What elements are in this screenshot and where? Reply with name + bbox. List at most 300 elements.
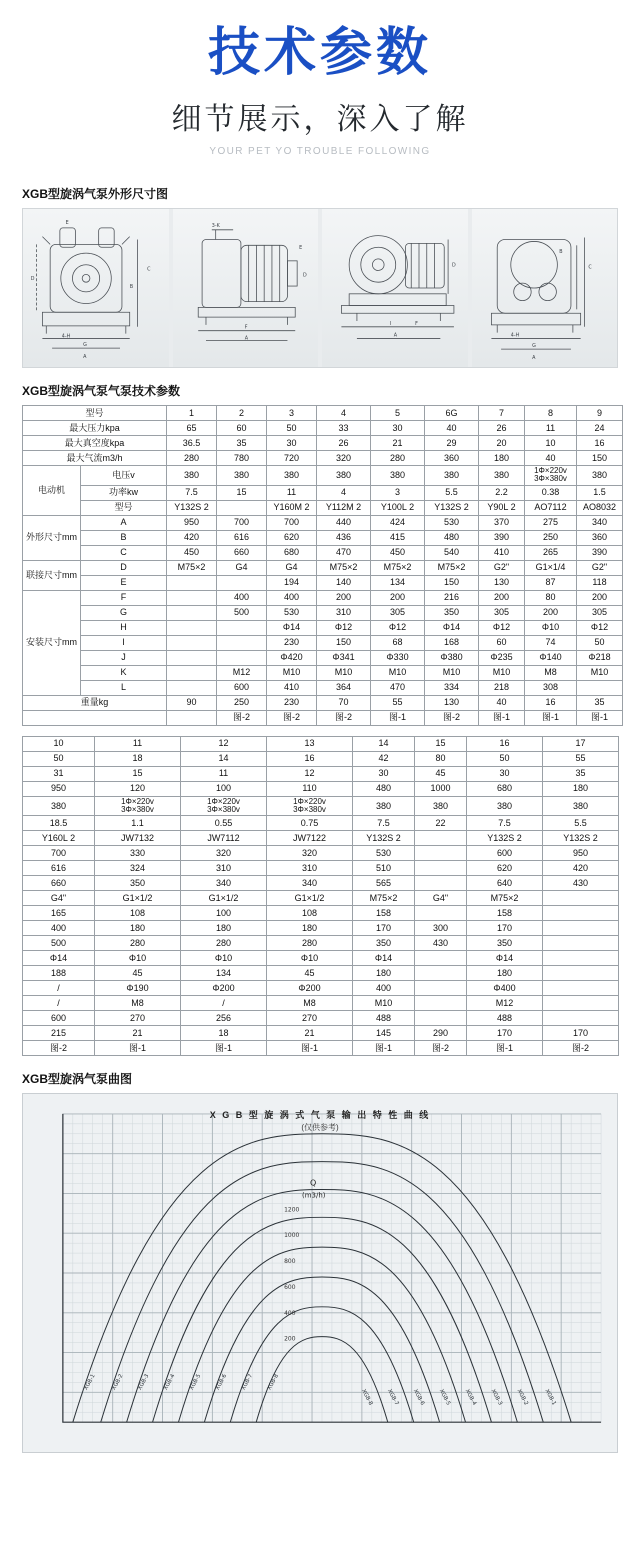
- table-cell: Φ341: [317, 650, 371, 665]
- table-cell: 350: [425, 605, 479, 620]
- drawing-front-view: [23, 209, 169, 367]
- table-cell: 7: [479, 405, 525, 420]
- table-cell: 图-2: [267, 710, 317, 725]
- table-cell: 530: [425, 515, 479, 530]
- table-cell: 14: [353, 736, 415, 751]
- table-cell: 250: [525, 530, 577, 545]
- svg-text:XGB-6: XGB-6: [411, 1388, 426, 1407]
- table-cell: 21: [95, 1026, 181, 1041]
- table-cell: 134: [371, 575, 425, 590]
- table-cell: 12: [181, 736, 267, 751]
- table-cell: 380: [415, 796, 467, 816]
- table-cell: 16: [467, 736, 543, 751]
- table-cell: [167, 650, 217, 665]
- section-title-tech-params: XGB型旋涡气泵气泵技术参数: [22, 383, 181, 398]
- table-cell: 410: [267, 680, 317, 695]
- row-label: F: [81, 590, 167, 605]
- table-cell: 9: [577, 405, 623, 420]
- table-row: [23, 876, 619, 891]
- table-cell: M75×2: [467, 891, 543, 906]
- table-cell: AO7112: [525, 500, 577, 515]
- table-cell: 1Φ×220v 3Φ×380v: [525, 465, 577, 485]
- table-cell: [167, 575, 217, 590]
- table-cell: 180: [181, 921, 267, 936]
- table-cell: 265: [525, 545, 577, 560]
- table-cell: Y132S 2: [167, 500, 217, 515]
- table-cell: M8: [267, 996, 353, 1011]
- table-cell: M12: [217, 665, 267, 680]
- table-cell: 18: [181, 1026, 267, 1041]
- svg-text:XGB-1: XGB-1: [543, 1388, 557, 1407]
- table-cell: 188: [23, 966, 95, 981]
- table-cell: 24: [577, 420, 623, 435]
- table-cell: 1.5: [577, 485, 623, 500]
- table-cell: [415, 966, 467, 981]
- svg-text:XGB-3: XGB-3: [137, 1373, 151, 1392]
- table-cell: G2": [479, 560, 525, 575]
- table-cell: 330: [95, 846, 181, 861]
- table-cell: 308: [525, 680, 577, 695]
- table-cell: 280: [267, 936, 353, 951]
- table-cell: 6G: [425, 405, 479, 420]
- table-cell: 29: [425, 435, 479, 450]
- table-cell: 图-1: [577, 710, 623, 725]
- table-cell: 170: [543, 1026, 619, 1041]
- table-cell: 500: [23, 936, 95, 951]
- row-label: B: [81, 530, 167, 545]
- table-cell: 400: [353, 981, 415, 996]
- table-cell: 5.5: [425, 485, 479, 500]
- table-cell: 400: [23, 921, 95, 936]
- table-cell: [217, 650, 267, 665]
- table-cell: 150: [317, 635, 371, 650]
- table-cell: 420: [167, 530, 217, 545]
- row-label: L: [81, 680, 167, 695]
- table-cell: [415, 951, 467, 966]
- table-cell: Φ10: [525, 620, 577, 635]
- table-cell: 11: [267, 485, 317, 500]
- table-cell: 470: [371, 680, 425, 695]
- table-row: [23, 710, 623, 725]
- table-cell: 500: [217, 605, 267, 620]
- table-cell: 120: [95, 781, 181, 796]
- row-label: 最大真空度kpa: [23, 435, 167, 450]
- table-row: [23, 996, 619, 1011]
- table-cell: M75×2: [167, 560, 217, 575]
- table-cell: 0.38: [525, 485, 577, 500]
- table-cell: [415, 876, 467, 891]
- table-cell: 35: [217, 435, 267, 450]
- table-cell: 180: [353, 966, 415, 981]
- table-cell: 424: [371, 515, 425, 530]
- row-label: J: [81, 650, 167, 665]
- table-cell: 170: [467, 921, 543, 936]
- table-row: [23, 450, 623, 465]
- table-cell: 380: [267, 465, 317, 485]
- table-cell: [167, 665, 217, 680]
- table-cell: 250: [217, 695, 267, 710]
- row-label: [23, 710, 167, 725]
- table-cell: 20: [479, 435, 525, 450]
- svg-text:F: F: [415, 320, 418, 327]
- table-cell: 10: [23, 736, 95, 751]
- table-row: [23, 575, 623, 590]
- table-cell: 270: [95, 1011, 181, 1026]
- table-row: [23, 650, 623, 665]
- table-cell: [415, 996, 467, 1011]
- table-row: [23, 831, 619, 846]
- table-cell: 图-1: [267, 1041, 353, 1056]
- table-cell: 图-1: [525, 710, 577, 725]
- table-cell: 168: [425, 635, 479, 650]
- table-cell: 35: [577, 695, 623, 710]
- table-cell: 380: [577, 465, 623, 485]
- table-cell: 280: [181, 936, 267, 951]
- table-cell: 700: [267, 515, 317, 530]
- table-cell: 305: [577, 605, 623, 620]
- table-cell: 194: [267, 575, 317, 590]
- table-cell: 65: [167, 420, 217, 435]
- table-cell: 660: [23, 876, 95, 891]
- table-cell: 图-2: [543, 1041, 619, 1056]
- table-cell: Φ140: [525, 650, 577, 665]
- table-cell: Y160L 2: [23, 831, 95, 846]
- table-cell: 33: [317, 420, 371, 435]
- svg-text:XGB-1: XGB-1: [83, 1373, 97, 1392]
- table-cell: Φ14: [425, 620, 479, 635]
- table-cell: 1: [167, 405, 217, 420]
- table-cell: 0.75: [267, 816, 353, 831]
- table-cell: Y160M 2: [267, 500, 317, 515]
- table-cell: 1000: [415, 781, 467, 796]
- table-cell: 11: [525, 420, 577, 435]
- table-cell: Φ400: [467, 981, 543, 996]
- table-cell: 150: [577, 450, 623, 465]
- table-cell: [415, 906, 467, 921]
- svg-text:XGB-6: XGB-6: [214, 1373, 229, 1392]
- table-cell: 950: [23, 781, 95, 796]
- table-cell: 17: [543, 736, 619, 751]
- row-label: 功率kw: [81, 485, 167, 500]
- table-cell: 70: [317, 695, 371, 710]
- table-cell: 16: [525, 695, 577, 710]
- table-cell: 340: [577, 515, 623, 530]
- table-row: [23, 605, 623, 620]
- svg-text:XGB-2: XGB-2: [515, 1388, 529, 1407]
- table-row: [23, 500, 623, 515]
- table-cell: 390: [577, 545, 623, 560]
- table-cell: [543, 891, 619, 906]
- table-cell: G1×1/2: [181, 891, 267, 906]
- table-row: [23, 560, 623, 575]
- table-row: [23, 545, 623, 560]
- table-cell: 230: [267, 695, 317, 710]
- table-cell: 410: [479, 545, 525, 560]
- table-cell: 7.5: [353, 816, 415, 831]
- drawing-side-view: [173, 209, 319, 367]
- table-cell: 图-2: [317, 710, 371, 725]
- table-row: [23, 766, 619, 781]
- table-cell: 350: [467, 936, 543, 951]
- table-cell: 130: [425, 695, 479, 710]
- row-label: 型号: [23, 405, 167, 420]
- table-row: [23, 485, 623, 500]
- table-cell: 620: [467, 861, 543, 876]
- svg-text:4-H: 4-H: [61, 333, 71, 340]
- table-cell: 4: [317, 405, 371, 420]
- table-cell: 230: [267, 635, 317, 650]
- table-cell: 180: [479, 450, 525, 465]
- table-cell: 0.55: [181, 816, 267, 831]
- table-cell: [217, 575, 267, 590]
- row-label: 型号: [81, 500, 167, 515]
- table-cell: M10: [479, 665, 525, 680]
- dimension-drawing-band: [22, 208, 618, 368]
- table-cell: [543, 936, 619, 951]
- table-cell: /: [181, 996, 267, 1011]
- table-cell: 275: [525, 515, 577, 530]
- table-cell: Φ14: [467, 951, 543, 966]
- svg-text:E: E: [298, 244, 302, 251]
- svg-text:XGB-5: XGB-5: [188, 1373, 203, 1392]
- table-cell: 150: [425, 575, 479, 590]
- table-cell: 380: [23, 796, 95, 816]
- table-cell: Y132S 2: [425, 500, 479, 515]
- svg-text:F: F: [244, 324, 248, 331]
- table-cell: 1Φ×220v 3Φ×380v: [181, 796, 267, 816]
- svg-text:XGB-3: XGB-3: [489, 1388, 504, 1407]
- table-cell: 图-1: [181, 1041, 267, 1056]
- table-cell: 118: [577, 575, 623, 590]
- table-cell: 600: [217, 680, 267, 695]
- svg-text:(m3/h): (m3/h): [302, 1191, 326, 1200]
- table-cell: 310: [267, 861, 353, 876]
- table-cell: 87: [525, 575, 577, 590]
- svg-text:C: C: [587, 264, 592, 271]
- table-cell: 400: [267, 590, 317, 605]
- svg-text:3-K: 3-K: [211, 222, 220, 229]
- svg-text:A: A: [393, 332, 398, 339]
- table-cell: 45: [415, 766, 467, 781]
- table-cell: Φ330: [371, 650, 425, 665]
- table-cell: 480: [353, 781, 415, 796]
- table-cell: 200: [371, 590, 425, 605]
- table-row: [23, 1041, 619, 1056]
- table-cell: Y100L 2: [371, 500, 425, 515]
- table-row: [23, 861, 619, 876]
- table-cell: [543, 966, 619, 981]
- table-cell: 图-2: [425, 710, 479, 725]
- table-cell: 18.5: [23, 816, 95, 831]
- svg-text:XGB-2: XGB-2: [111, 1373, 125, 1392]
- table-row: [23, 891, 619, 906]
- table-cell: 200: [317, 590, 371, 605]
- table-cell: 36.5: [167, 435, 217, 450]
- table-cell: 480: [425, 530, 479, 545]
- table-row: [23, 695, 623, 710]
- table-cell: 415: [371, 530, 425, 545]
- table-cell: 4: [317, 485, 371, 500]
- table-cell: [543, 951, 619, 966]
- table-cell: 145: [353, 1026, 415, 1041]
- table-cell: 530: [353, 846, 415, 861]
- table-cell: 30: [353, 766, 415, 781]
- table-cell: 图-1: [479, 710, 525, 725]
- table-cell: G4": [23, 891, 95, 906]
- chart-title: X G B 型 旋 涡 式 气 泵 输 出 特 性 曲 线: [209, 1110, 431, 1121]
- table-cell: 290: [415, 1026, 467, 1041]
- table-cell: 324: [95, 861, 181, 876]
- table-cell: [543, 996, 619, 1011]
- table-cell: M10: [317, 665, 371, 680]
- table-cell: 950: [543, 846, 619, 861]
- table-cell: 8: [525, 405, 577, 420]
- table-cell: Φ235: [479, 650, 525, 665]
- table-cell: 15: [95, 766, 181, 781]
- table-row: [23, 590, 623, 605]
- svg-text:XGB-8: XGB-8: [360, 1388, 374, 1407]
- table-cell: [167, 680, 217, 695]
- svg-text:A: A: [244, 335, 248, 342]
- table-cell: 1.1: [95, 816, 181, 831]
- table-row: [23, 981, 619, 996]
- table-cell: 15: [415, 736, 467, 751]
- table-cell: 950: [167, 515, 217, 530]
- table-cell: 14: [181, 751, 267, 766]
- table-cell: 320: [267, 846, 353, 861]
- table-cell: AO8032: [577, 500, 623, 515]
- page-title: 技术参数: [207, 24, 432, 82]
- table-cell: 565: [353, 876, 415, 891]
- table-cell: 280: [95, 936, 181, 951]
- table-cell: 74: [525, 635, 577, 650]
- svg-text:D: D: [451, 262, 456, 269]
- table-cell: 图-2: [23, 1041, 95, 1056]
- svg-text:XGB-8: XGB-8: [266, 1373, 281, 1392]
- table-cell: [543, 906, 619, 921]
- table-cell: 180: [267, 921, 353, 936]
- table-cell: 180: [95, 921, 181, 936]
- section-title-dimension-drawing: XGB型旋涡气泵外形尺寸图: [22, 186, 169, 201]
- table-cell: 470: [317, 545, 371, 560]
- table-cell: M10: [577, 665, 623, 680]
- table-cell: M10: [353, 996, 415, 1011]
- table-cell: 200: [525, 605, 577, 620]
- svg-text:XGB-4: XGB-4: [463, 1388, 478, 1407]
- table-row: [23, 966, 619, 981]
- row-label: A: [81, 515, 167, 530]
- table-cell: 13: [267, 736, 353, 751]
- hero-banner: [0, 0, 640, 171]
- row-group-label: 安装尺寸mm: [23, 590, 81, 695]
- table-cell: 310: [317, 605, 371, 620]
- table-cell: 16: [267, 751, 353, 766]
- row-label: 最大压力kpa: [23, 420, 167, 435]
- drawing-assembly-view: [322, 209, 468, 367]
- table-cell: [415, 1011, 467, 1026]
- table-cell: 380: [167, 465, 217, 485]
- table-cell: 12: [267, 766, 353, 781]
- svg-text:600: 600: [284, 1284, 296, 1292]
- table-row: [23, 951, 619, 966]
- table-cell: [217, 620, 267, 635]
- table-cell: 1Φ×220v 3Φ×380v: [267, 796, 353, 816]
- table-cell: 450: [167, 545, 217, 560]
- svg-text:A: A: [83, 353, 87, 360]
- tech-params-table-2: [22, 736, 619, 1057]
- row-group-label: 外形尺寸mm: [23, 515, 81, 560]
- table-cell: 11: [95, 736, 181, 751]
- table-cell: 640: [467, 876, 543, 891]
- table-cell: 380: [217, 465, 267, 485]
- table-cell: Φ12: [577, 620, 623, 635]
- table-cell: 616: [23, 861, 95, 876]
- svg-text:I: I: [389, 320, 392, 327]
- table-cell: 218: [479, 680, 525, 695]
- table-cell: 334: [425, 680, 479, 695]
- table-cell: G1×1/4: [525, 560, 577, 575]
- table-cell: [415, 981, 467, 996]
- row-label: E: [81, 575, 167, 590]
- table-cell: 5.5: [543, 816, 619, 831]
- svg-text:C: C: [147, 266, 151, 273]
- table-cell: 7.5: [167, 485, 217, 500]
- table-cell: 380: [317, 465, 371, 485]
- table-cell: 510: [353, 861, 415, 876]
- table-cell: Φ12: [479, 620, 525, 635]
- table-cell: 680: [267, 545, 317, 560]
- section-title-curve: XGB型旋涡气泵曲图: [22, 1072, 133, 1087]
- table-cell: 3: [267, 405, 317, 420]
- table-cell: Φ10: [181, 951, 267, 966]
- table-cell: /: [23, 981, 95, 996]
- table-cell: 180: [543, 781, 619, 796]
- table-cell: 350: [95, 876, 181, 891]
- row-label: 最大气流m3/h: [23, 450, 167, 465]
- table-cell: Φ380: [425, 650, 479, 665]
- table-cell: 18: [95, 751, 181, 766]
- row-group-label: 电动机: [23, 465, 81, 515]
- table-cell: 216: [425, 590, 479, 605]
- table-cell: 488: [353, 1011, 415, 1026]
- table-cell: G4: [267, 560, 317, 575]
- table-cell: 31: [23, 766, 95, 781]
- table-cell: 45: [95, 966, 181, 981]
- table-cell: 60: [479, 635, 525, 650]
- table-cell: [577, 680, 623, 695]
- table-cell: 2: [217, 405, 267, 420]
- table-row: [23, 936, 619, 951]
- table-cell: 50: [467, 751, 543, 766]
- table-cell: 320: [181, 846, 267, 861]
- table-cell: 50: [267, 420, 317, 435]
- drawing-rear-view: [472, 209, 618, 367]
- table-cell: Y112M 2: [317, 500, 371, 515]
- table-cell: M10: [267, 665, 317, 680]
- table-cell: 60: [217, 420, 267, 435]
- row-label: H: [81, 620, 167, 635]
- table-cell: [543, 921, 619, 936]
- table-cell: 图-2: [415, 1041, 467, 1056]
- table-cell: 380: [425, 465, 479, 485]
- performance-curve-chart: [22, 1093, 618, 1453]
- table-cell: 30: [371, 420, 425, 435]
- table-cell: G1×1/2: [267, 891, 353, 906]
- table-cell: 40: [479, 695, 525, 710]
- table-cell: Y132S 2: [467, 831, 543, 846]
- row-label: 重量kg: [23, 695, 167, 710]
- table-cell: 170: [353, 921, 415, 936]
